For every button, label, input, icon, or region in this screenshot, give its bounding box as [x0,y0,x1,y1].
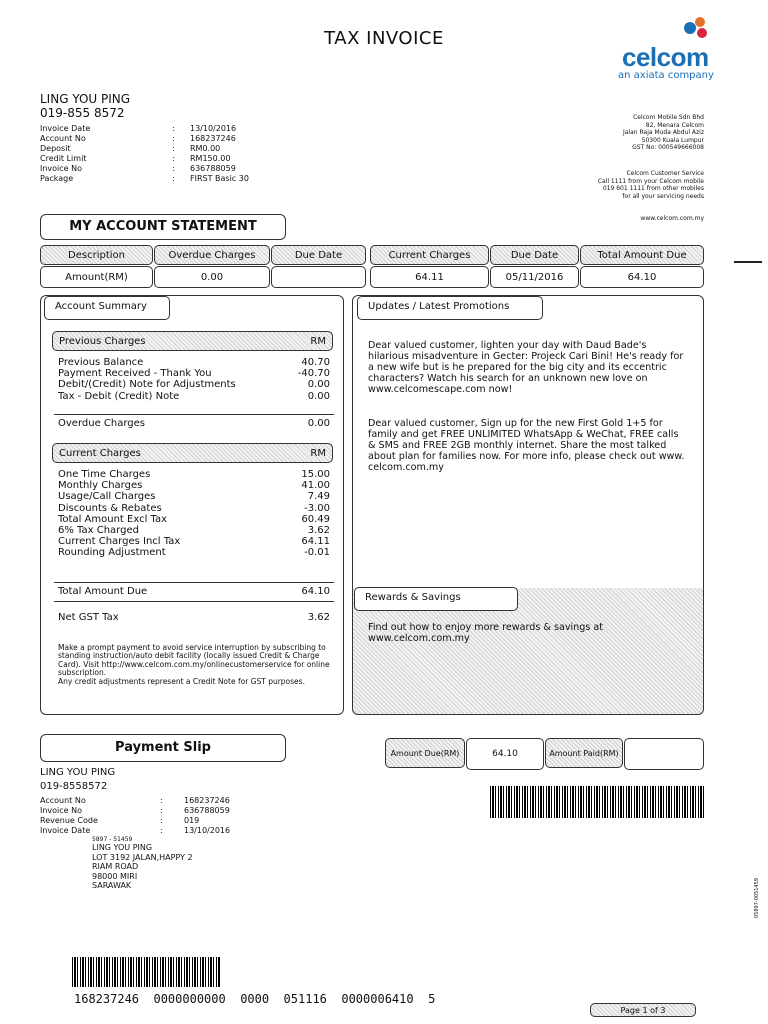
current-charges-header: Current Charges RM [52,443,333,463]
rewards-tab: Rewards & Savings [354,587,518,611]
statement-heading: MY ACCOUNT STATEMENT [40,214,286,240]
statement-header-cell: Overdue Charges [154,245,270,265]
info-row: Package : FIRST Basic 30 [40,174,249,183]
customer-phone: 019-855 8572 [40,106,125,120]
net-gst-tax: Net GST Tax 3.62 [58,612,330,623]
slip-customer-phone: 019-8558572 [40,781,108,792]
statement-value-cell: 64.10 [580,266,704,288]
info-row: Deposit : RM0.00 [40,144,221,153]
total-amount-due: Total Amount Due 64.10 [58,586,330,597]
charge-row: Payment Received - Thank You -40.70 [58,368,330,380]
promo-text-2: Dear valued customer, Sign up for the new First Gold 1+5 for family and get FREE UNLIMITED WhatsApp & WeChat, FREE calls & SMS and FREE 2GB monthly internet. Share the most talked about plan for families now. For more info, please check out www. celcom.com.my [368,418,685,473]
slip-info [40,796,230,836]
charge-row: Previous Balance 40.70 [58,357,330,368]
mailing-address: LING YOU PING LOT 3192 JALAN,HAPPY 2 RIAM ROAD 98000 MIRI SARAWAK [92,843,193,891]
celcom-logo-mark-icon [682,16,710,40]
statement-value-cell [271,266,366,288]
payment-barcode [490,786,704,818]
info-row: Invoice No : 636788059 [40,806,230,815]
charge-row: Usage/Call Charges 7.49 [58,491,330,503]
bank-barcode [72,957,220,987]
statement-value-cell: 0.00 [154,266,270,288]
info-row: Invoice Date : 13/10/2016 [40,124,237,133]
brand-tagline: an axiata company [618,70,714,81]
website-link[interactable]: www.celcom.com.my [640,215,704,222]
charge-row: Debit/(Credit) Note for Adjustments 0.00 [58,379,330,391]
mail-reference: 5897 - 51459 [92,836,133,843]
charge-row: Monthly Charges 41.00 [58,480,330,492]
statement-header-cell: Description [40,245,153,265]
divider [54,601,334,602]
statement-value-cell: Amount(RM) [40,266,153,288]
charge-row: Tax - Debit (Credit) Note 0.00 [58,390,330,402]
previous-charges-list [58,357,330,402]
page-indicator: Page 1 of 3 [590,1003,696,1017]
amount-due-label: Amount Due(RM) [385,738,465,768]
previous-charges-header: Previous Charges RM [52,331,333,351]
rewards-text: Find out how to enjoy more rewards & savings at www.celcom.com.my [368,622,604,644]
payment-note: Make a prompt payment to avoid service interruption by subscribing to standing instruction/auto debit facility (locally issued Credit & Charge Card). Visit http://www.celcom.com.my/onlinecustomerservice for online subscription. Any credit adjustments represent a Credit Note for GST purposes. [58,643,330,686]
charge-row: 6% Tax Charged 3.62 [58,525,330,537]
current-charges-list [58,469,330,559]
promo-text-1: Dear valued customer, lighten your day with Daud Bade's hilarious misadventure in Gecter: Projeck Cari Bini! He's ready for a new wife but is he prepared for the big city and its eccentric characters? Watch his search for an unknown new love on www.celcomescape.com now! [368,340,684,395]
overdue-charges-total: Overdue Charges 0.00 [58,418,330,429]
amount-paid-label: Amount Paid(RM) [545,738,623,768]
updates-tab: Updates / Latest Promotions [357,296,543,320]
customer-name: LING YOU PING [40,92,131,106]
celcom-logo [612,16,722,82]
charge-row: Current Charges Incl Tax 64.11 [58,536,330,548]
company-address: Celcom Mobile Sdn Bhd 82, Menara Celcom Jalan Raja Muda Abdul Aziz 50300 Kuala Lumpur GST No: 000549666008 [622,114,704,152]
invoice-info [40,124,249,184]
charge-row: Total Amount Excl Tax 60.49 [58,513,330,525]
info-row: Credit Limit : RM150.00 [40,154,231,163]
charge-row: Rounding Adjustment -0.01 [58,547,330,559]
info-row: Account No : 168237246 [40,796,230,805]
divider [54,582,334,583]
slip-customer-name: LING YOU PING [40,767,116,778]
customer-service-info: Celcom Customer Service Call 1111 from your Celcom mobile 019 601 1111 from other mobiles for all your servicing needs [597,170,704,200]
statement-header-cell: Current Charges [370,245,489,265]
statement-header-cell: Total Amount Due [580,245,704,265]
amount-paid-field[interactable] [624,738,704,770]
side-reference: 05897-0051459 [754,878,760,918]
payment-slip-heading: Payment Slip [40,734,286,762]
account-summary-tab: Account Summary [44,296,170,320]
brand-name: celcom [622,42,709,72]
charge-row: Discounts & Rebates -3.00 [58,502,330,514]
statement-value-cell: 64.11 [370,266,489,288]
fold-mark [734,261,762,263]
statement-header-cell: Due Date [271,245,366,265]
info-row: Revenue Code : 019 [40,816,200,825]
info-row: Account No : 168237246 [40,134,236,143]
statement-header-cell: Due Date [490,245,579,265]
statement-value-cell: 05/11/2016 [490,266,579,288]
amount-due-value: 64.10 [466,738,544,770]
charge-row: One Time Charges 15.00 [58,469,330,480]
divider [54,414,334,415]
info-row: Invoice Date : 13/10/2016 [40,826,231,835]
page-title: TAX INVOICE [324,28,444,49]
info-row: Invoice No : 636788059 [40,164,236,173]
barcode-digits: 168237246 0000000000 0000 051116 0000006410 5 [74,992,436,1006]
